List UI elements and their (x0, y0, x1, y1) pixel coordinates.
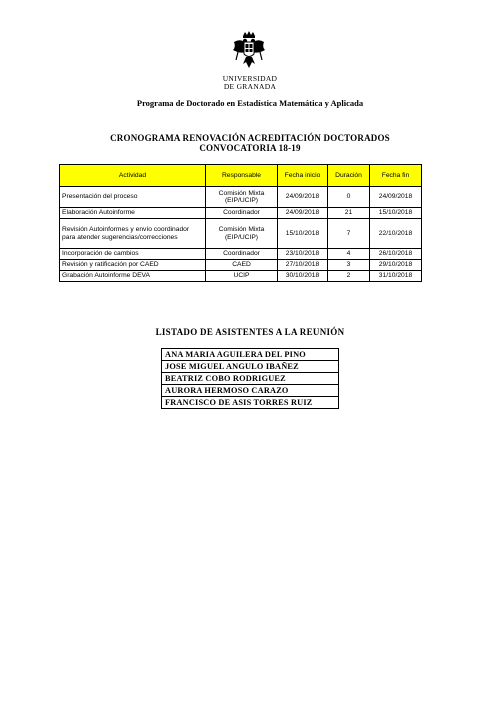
document-title-line1: CRONOGRAMA RENOVACIÓN ACREDITACIÓN DOCTORADOS (110, 133, 390, 143)
cell-responsible: UCIP (206, 271, 278, 282)
cell-end: 24/09/2018 (370, 187, 422, 208)
university-crest-icon (230, 30, 268, 72)
cell-responsible: Coordinador (206, 208, 278, 219)
cell-duration: 2 (328, 271, 370, 282)
list-item (162, 373, 339, 385)
col-header-activity: Actividad (60, 165, 206, 187)
cell-start: 15/10/2018 (278, 219, 328, 249)
attendees-title: LISTADO DE ASISTENTES A LA REUNIÓN (155, 327, 345, 337)
table-row (60, 249, 422, 260)
cell-end: 26/10/2018 (370, 249, 422, 260)
university-name-line2: DE GRANADA (223, 82, 277, 91)
table-row (60, 271, 422, 282)
list-item (162, 385, 339, 397)
attendee-name: FRANCISCO DE ASIS TORRES RUIZ (162, 397, 339, 409)
table-row (60, 260, 422, 271)
cell-start: 24/09/2018 (278, 187, 328, 208)
table-row (60, 219, 422, 249)
schedule-table (59, 164, 422, 282)
attendee-name: ANA MARIA AGUILERA DEL PINO (162, 349, 339, 361)
cell-end: 31/10/2018 (370, 271, 422, 282)
program-name: Programa de Doctorado en Estadística Matemática y Aplicada (136, 98, 364, 108)
cell-end: 29/10/2018 (370, 260, 422, 271)
list-item (162, 361, 339, 373)
col-header-responsible: Responsable (206, 165, 278, 187)
cell-end: 15/10/2018 (370, 208, 422, 219)
cell-start: 27/10/2018 (278, 260, 328, 271)
attendees-table (161, 348, 339, 409)
attendee-name: JOSE MIGUEL ANGULO IBAÑEZ (162, 361, 339, 373)
table-row (60, 187, 422, 208)
cell-duration: 0 (328, 187, 370, 208)
schedule-header-row (60, 165, 422, 187)
document-title-line2: CONVOCATORIA 18-19 (199, 143, 301, 153)
cell-duration: 7 (328, 219, 370, 249)
cell-responsible: CAED (206, 260, 278, 271)
university-name (200, 75, 300, 91)
cell-responsible: Comisión Mixta (EIP/UCIP) (206, 219, 278, 249)
cell-responsible: Comisión Mixta (EIP/UCIP) (206, 187, 278, 208)
cell-duration: 3 (328, 260, 370, 271)
cell-responsible: Coordinador (206, 249, 278, 260)
document-title (60, 133, 440, 153)
cell-activity: Incorporación de cambios (60, 249, 206, 260)
cell-duration: 4 (328, 249, 370, 260)
cell-activity: Revisión Autoinformes y envío coordinador para atender sugerencias/correcciones (60, 219, 206, 249)
list-item (162, 349, 339, 361)
cell-start: 24/09/2018 (278, 208, 328, 219)
list-item (162, 397, 339, 409)
col-header-duration: Duración (328, 165, 370, 187)
cell-activity: Elaboración Autoinforme (60, 208, 206, 219)
cell-start: 23/10/2018 (278, 249, 328, 260)
cell-activity: Presentación del proceso (60, 187, 206, 208)
cell-end: 22/10/2018 (370, 219, 422, 249)
university-name-line1: UNIVERSIDAD (222, 74, 278, 83)
cell-activity: Revisión y ratificación por CAED (60, 260, 206, 271)
attendee-name: AURORA HERMOSO CARAZO (162, 385, 339, 397)
col-header-end: Fecha fin (370, 165, 422, 187)
col-header-start: Fecha inicio (278, 165, 328, 187)
attendee-name: BEATRIZ COBO RODRIGUEZ (162, 373, 339, 385)
cell-activity: Grabación Autoinforme DEVA (60, 271, 206, 282)
cell-duration: 21 (328, 208, 370, 219)
cell-start: 30/10/2018 (278, 271, 328, 282)
table-row (60, 208, 422, 219)
